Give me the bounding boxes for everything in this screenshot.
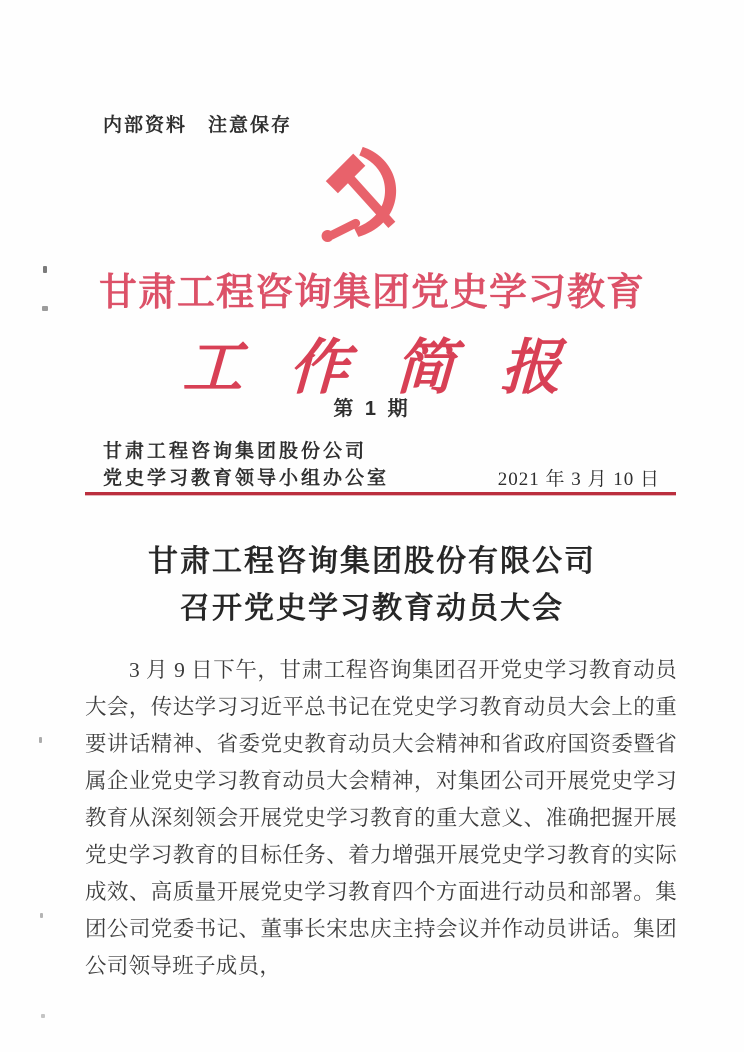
article-title-line-2: 召开党史学习教育动员大会: [180, 592, 564, 625]
masthead-divider-rule: [85, 492, 676, 496]
party-emblem-svg: [318, 146, 404, 242]
article-title-line-1: 甘肃工程咨询集团股份有限公司: [148, 545, 596, 578]
scan-artifact: [40, 913, 43, 918]
masthead-title: 甘肃工程咨询集团党史学习教育: [98, 272, 645, 314]
scan-artifact: [39, 737, 42, 743]
issue-number: 第 1 期: [333, 398, 411, 420]
article-body: 3 月 9 日下午，甘肃工程咨询集团召开党史学习教育动员大会，传达学习习近平总书记在党史学习教育动员大会上的重要讲话精神、省委党史教育动员大会精神和省政府国资委暨省属企业党史学习教育动员大会精神，对集团公司开展党史学习教育从深刻领会开展党史学习教育的重大意义、准确把握开展党史学习教育的目标任务、着力增强开展党史学习教育的实际成效、高质量开展党史学习教育四个方面进行动员和部署。集团公司党委书记、董事长宋忠庆主持会议并作动员讲话。集团公司领导班子成员，: [85, 658, 677, 978]
issuer-line-1: 甘肃工程咨询集团股份公司: [103, 441, 368, 462]
issuer-date-row: [85, 438, 676, 492]
party-emblem-hammer-sickle-icon: [318, 146, 404, 242]
classification-label: 内部资料 注意保存: [103, 115, 293, 136]
issuer-line-2: 党史学习教育领导小组办公室: [103, 468, 390, 489]
issuer-block: [85, 438, 389, 492]
bulletin-title: 工作简报: [181, 335, 608, 401]
scan-artifact: [41, 1014, 45, 1018]
date-label: 2021 年 3 月 10 日: [497, 469, 660, 490]
